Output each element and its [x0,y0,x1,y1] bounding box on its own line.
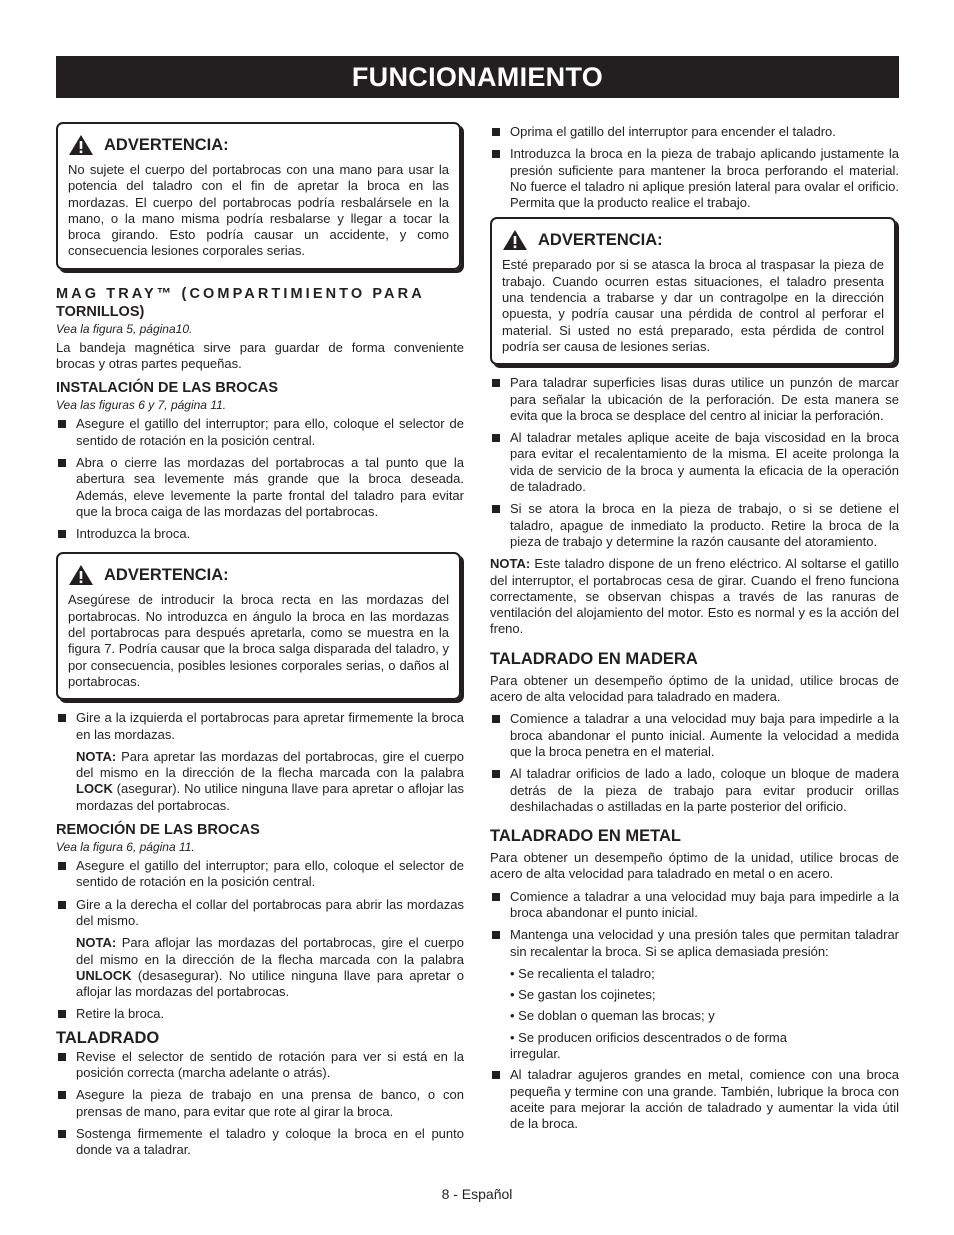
tighten-bullet-list [56,710,464,743]
list-item: Comience a taladrar a una velocidad muy baja para impedirle a la broca abandonar el punto inicial. Aumente la velocidad a medida que la broca penetra en el material. [490,711,899,760]
metal-last-list [490,1067,899,1132]
list-item: Al taladrar metales aplique aceite de baja viscosidad en la broca para evitar el recalentamiento de la misma. El aceite prolonga la vida de servicio de la broca y aumenta la eficacia de la operación de taladrado. [490,430,899,495]
sub-list-item: • Se doblan o queman las brocas; y [510,1008,715,1024]
warning-box-chuck-tightening [56,122,461,270]
list-item: Si se atora la broca en la pieza de trabajo, o si se detiene el taladro, apague de inmediato la producto. Retire la broca de la pieza de trabajo y determine la razón causante del atoramiento. [490,501,899,550]
section-heading-install-bits: INSTALACIÓN DE LAS BROCAS [56,380,279,397]
warning-header [68,134,449,156]
remove-last-list [56,1006,464,1022]
left-column [56,122,464,1164]
note-label: NOTA: [490,556,531,572]
section-heading-mag-tray [56,286,464,303]
warning-box-bit-insertion [56,552,461,700]
list-item: Al taladrar agujeros grandes en metal, comience con una broca pequeña y termine con una grande. También, lubrique la broca con aceite para mejorar la acción de taladrado y aumentar la vida útil de la broca. [490,1067,899,1132]
note-brake [490,556,899,637]
warning-label: ADVERTENCIA: [104,565,229,584]
warning-text: Asegúrese de introducir la broca recta en las mordazas del portabrocas. No introduzca en ángulo la broca en las mordazas del portabrocas para después apretarla, como se muestra en la figura 7. Podría causar que la broca salga disparada del taladro, y por consecuencia, posibles lesiones corporales serias, o daños al portabrocas. [68,592,449,689]
note-text: Para aflojar las mordazas del portabrocas, gire el cuerpo del mismo en la dirección de la flecha marcada con la palabra [76,935,464,967]
list-item: Asegure el gatillo del interruptor; para ello, coloque el selector de sentido de rotación en la posición central. [56,416,464,449]
note-lock [56,749,464,814]
note-unlock [56,935,464,1000]
section-heading-drilling: TALADRADO [56,1028,160,1047]
metal-bullet-list [490,889,899,960]
note-text: (asegurar). No utilice ninguna llave para apretar o aflojar las mordazas del portabrocas. [76,781,464,813]
list-item: Comience a taladrar a una velocidad muy baja para impedirle a la broca abandonar el punto inicial. [490,889,899,922]
list-item: Mantenga una velocidad y una presión tales que permitan taladrar sin recalentar la broca. Si se aplica demasiada presión: [490,927,899,960]
list-item: Sostenga firmemente el taladro y coloque la broca en el punto donde va a taladrar. [56,1126,464,1159]
list-item: Asegure el gatillo del interruptor; para ello, coloque el selector de sentido de rotación en la posición central. [56,858,464,891]
section-heading-remove-bits: REMOCIÓN DE LAS BROCAS [56,822,260,839]
warning-text: No sujete el cuerpo del portabrocas con una mano para usar la potencia del taladro con el fin de apretar la broca en las mordazas. El cuerpo del portabrocas podría resbalársele en la mano, o la mano misma podría resbalarse y llegar a tocar la broca girando. Esto podría causar un accidente, y como consecuencia lesiones corporales serias. [68,162,449,259]
figure-reference: Vea la figura 5, página10. [56,321,193,336]
right-column [490,124,899,1139]
warning-box-bit-binding [490,217,896,365]
list-item: Abra o cierre las mordazas del portabrocas a tal punto que la abertura sea levemente más grande que la broca deseada. Además, eleve levemente la parte frontal del taladro para evitar que la broca caiga de las mordazas del portabrocas. [56,455,464,520]
drilling-tips-list [490,375,899,550]
wood-bullet-list [490,711,899,815]
list-item: Al taladrar orificios de lado a lado, coloque un bloque de madera detrás de la pieza de trabajo para evitar producir orillas deshilachadas o astilladas en la parte posterior del orificio. [490,766,899,815]
mag-tray-title-line1: MAG TRAY™ (COMPARTIMIENTO PARA [56,285,425,302]
list-item: Para taladrar superficies lisas duras utilice un punzón de marcar para señalar la ubicación de la perforación. De esta manera se evita que la broca se desplace del centro al iniciar la perforación. [490,375,899,424]
note-text: Este taladro dispone de un freno eléctrico. Al soltarse el gatillo del interruptor, el portabrocas cesa de girar. Cuando el freno funciona correctamente, se observan chispas a través de las ranuras de ventilación del alojamiento del motor. Esto es normal y es la acción del freno. [490,556,899,637]
section-heading-mag-tray-cont: TORNILLOS) [56,303,145,320]
remove-bullet-list [56,858,464,929]
sub-list-item: irregular. [510,1046,561,1062]
drilling-bullet-list [56,1049,464,1159]
list-item: Gire a la izquierda el portabrocas para apretar firmemente la broca en las mordazas. [56,710,464,743]
paragraph-wood: Para obtener un desempeño óptimo de la unidad, utilice brocas de acero de alta velocidad para taladrado en madera. [490,672,899,705]
list-item: Oprima el gatillo del interruptor para encender el taladro. [490,124,899,140]
sub-list-item: • Se gastan los cojinetes; [510,987,656,1003]
note-label: NOTA: [76,935,117,951]
warning-triangle-icon [68,134,94,156]
paragraph-metal: Para obtener un desempeño óptimo de la unidad, utilice brocas de acero de alta velocidad para taladrado en metal o en acero. [490,850,899,882]
figure-reference: Vea las figuras 6 y 7, página 11. [56,398,227,413]
page-number: 8 - Español [441,1186,513,1202]
warning-triangle-icon [502,229,528,251]
note-label: NOTA: [76,748,117,764]
page-title: FUNCIONAMIENTO [56,56,899,98]
section-heading-wood-drilling: TALADRADO EN MADERA [490,649,698,668]
install-bullet-list [56,416,464,542]
note-text: (desasegurar). No utilice ninguna llave para apretar o aflojar las mordazas del portabrocas. [76,967,464,1000]
warning-header [502,229,884,251]
figure-reference: Vea la figura 6, página 11. [56,840,195,855]
list-item: Retire la broca. [56,1006,464,1022]
drilling-continued-list [490,124,899,211]
list-item: Asegure la pieza de trabajo en una prensa de banco, o con prensas de mano, para evitar que rote al girar la broca. [56,1087,464,1120]
note-keyword-unlock: UNLOCK [76,967,132,983]
sub-list-item: • Se recalienta el taladro; [510,965,655,981]
warning-header [68,564,449,586]
warning-label: ADVERTENCIA: [538,230,663,249]
list-item: Introduzca la broca. [56,526,464,542]
warning-text: Esté preparado por si se atasca la broca al traspasar la pieza de trabajo. Cuando ocurren estas situaciones, el taladro presenta una tendencia a trabarse y dar un contragolpe en la dirección opuesta, y podría causar una pérdida de control al perforar el material. Si usted no está preparado, esta pérdida de control podría ser causa de lesiones serias. [502,257,884,354]
list-item: Introduzca la broca en la pieza de trabajo aplicando justamente la presión suficiente para mantener la broca perforando el material. No fuerce el taladro ni aplique presión lateral para ovalar el orificio. Permita que la producto realice el trabajo. [490,146,899,211]
sub-list-item: • Se producen orificios descentrados o de forma [510,1029,787,1045]
list-item: Revise el selector de sentido de rotación para ver si está en la posición correcta (marcha adelante o atrás). [56,1049,464,1082]
section-heading-metal-drilling: TALADRADO EN METAL [490,827,681,846]
note-keyword-lock: LOCK [76,781,113,797]
note-text: Para apretar las mordazas del portabrocas, gire el cuerpo del mismo en la dirección de la flecha marcada con la palabra [76,748,464,781]
warning-triangle-icon [68,564,94,586]
list-item: Gire a la derecha el collar del portabrocas para abrir las mordazas del mismo. [56,897,464,930]
paragraph-mag-tray: La bandeja magnética sirve para guardar de forma conveniente brocas y otras partes pequeñas. [56,339,464,372]
warning-label: ADVERTENCIA: [104,135,229,154]
